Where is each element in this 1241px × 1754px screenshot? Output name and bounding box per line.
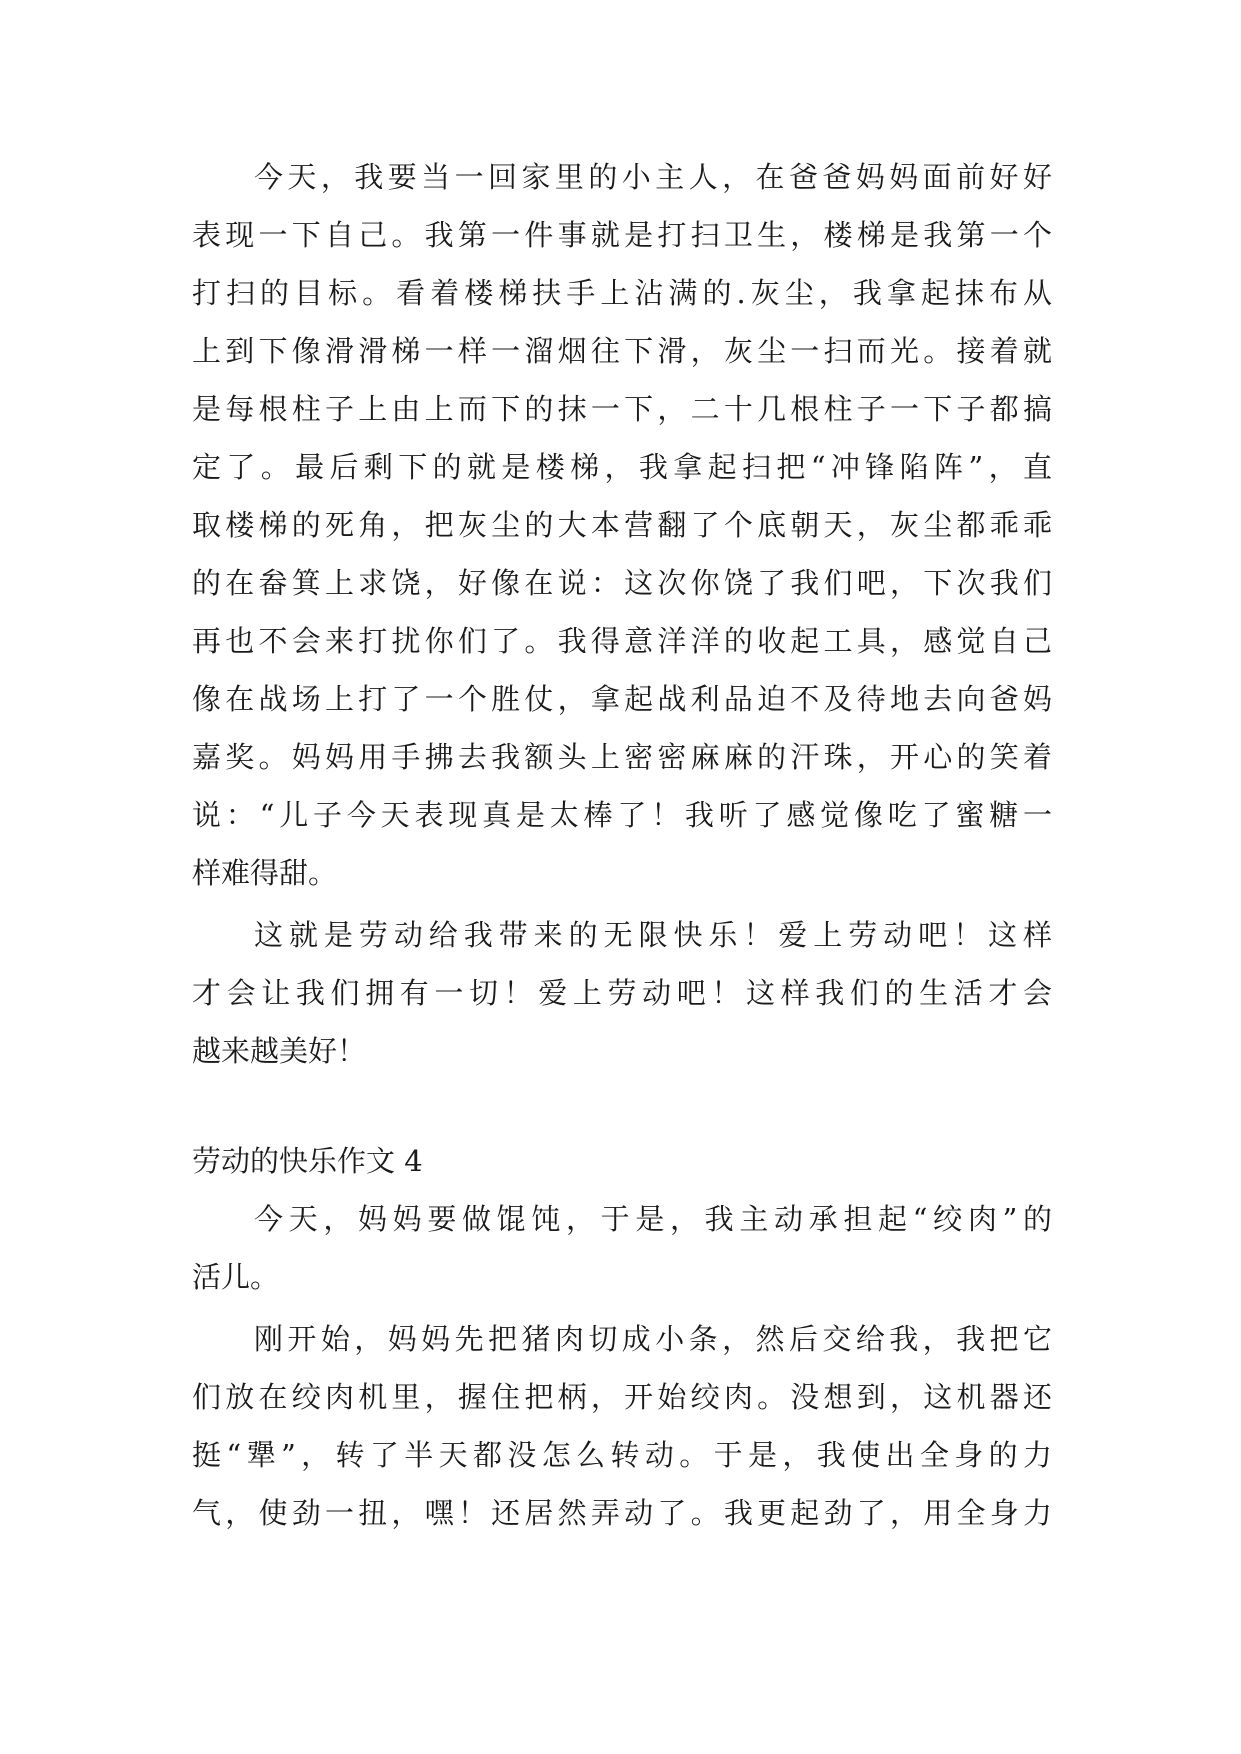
paragraph-4-line-4: 气，使劲一扭，嘿！还居然弄动了。我更起劲了，用全身力	[192, 1496, 1052, 1530]
paragraph-1-line-4: 上到下像滑滑梯一样一溜烟往下滑，灰尘一扫而光。接着就	[192, 334, 1052, 368]
section-heading: 劳动的快乐作文 4	[192, 1144, 423, 1178]
paragraph-4-line-1: 刚开始，妈妈先把猪肉切成小条，然后交给我，我把它	[254, 1322, 1052, 1356]
paragraph-1-line-9: 再也不会来打扰你们了。我得意洋洋的收起工具，感觉自己	[192, 624, 1052, 658]
paragraph-1-line-11: 嘉奖。妈妈用手拂去我额头上密密麻麻的汗珠，开心的笑着	[192, 740, 1052, 774]
paragraph-4-line-2: 们放在绞肉机里，握住把柄，开始绞肉。没想到，这机器还	[192, 1380, 1052, 1414]
paragraph-1-line-3: 打扫的目标。看着楼梯扶手上沾满的.灰尘，我拿起抹布从	[192, 276, 1052, 310]
paragraph-1-line-13: 样难得甜。	[192, 856, 338, 890]
paragraph-1-line-1: 今天，我要当一回家里的小主人，在爸爸妈妈面前好好	[254, 160, 1052, 194]
paragraph-2-line-3: 越来越美好！	[192, 1034, 367, 1068]
paragraph-4-line-3: 挺“犟”，转了半天都没怎么转动。于是，我使出全身的力	[192, 1438, 1052, 1472]
paragraph-1-line-6: 定了。最后剩下的就是楼梯，我拿起扫把“冲锋陷阵”，直	[192, 450, 1052, 484]
paragraph-1-line-8: 的在畚箕上求饶，好像在说：这次你饶了我们吧，下次我们	[192, 566, 1052, 600]
paragraph-1-line-5: 是每根柱子上由上而下的抹一下，二十几根柱子一下子都搞	[192, 392, 1052, 426]
paragraph-1-line-10: 像在战场上打了一个胜仗，拿起战利品迫不及待地去向爸妈	[192, 682, 1052, 716]
paragraph-2-line-1: 这就是劳动给我带来的无限快乐！爱上劳动吧！这样	[254, 918, 1052, 952]
paragraph-1-line-7: 取楼梯的死角，把灰尘的大本营翻了个底朝天，灰尘都乖乖	[192, 508, 1052, 542]
paragraph-1-line-12: 说：“儿子今天表现真是太棒了！我听了感觉像吃了蜜糖一	[192, 798, 1052, 832]
paragraph-1-line-2: 表现一下自己。我第一件事就是打扫卫生，楼梯是我第一个	[192, 218, 1052, 252]
paragraph-3-line-1: 今天，妈妈要做馄饨，于是，我主动承担起“绞肉”的	[254, 1202, 1052, 1236]
paragraph-2-line-2: 才会让我们拥有一切！爱上劳动吧！这样我们的生活才会	[192, 976, 1052, 1010]
paragraph-3-line-2: 活儿。	[192, 1260, 280, 1294]
